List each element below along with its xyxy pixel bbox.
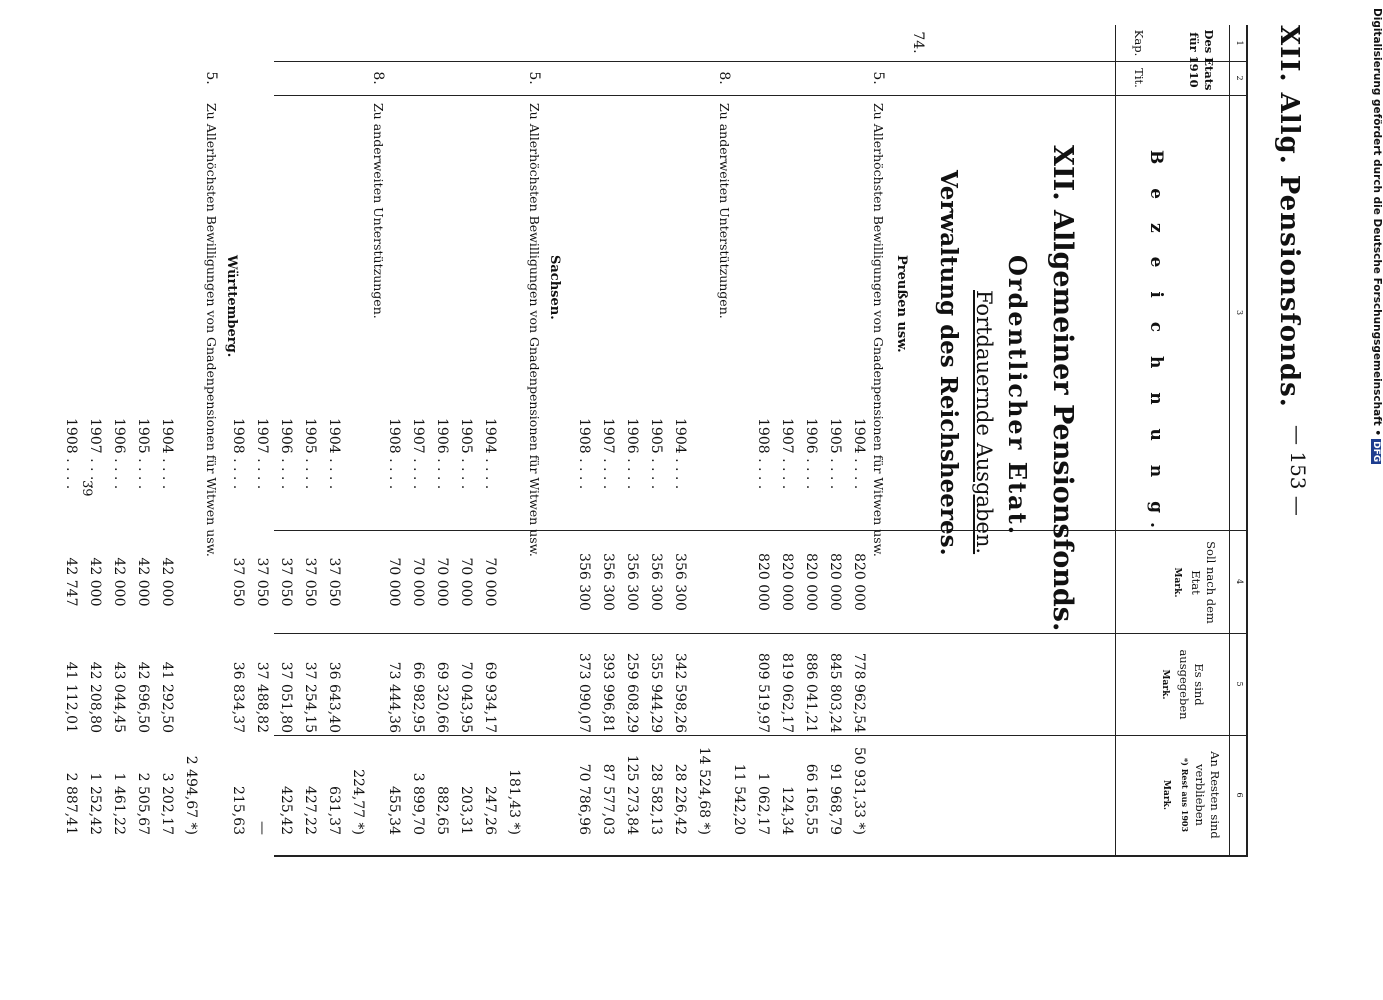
tit-number: 5.	[203, 71, 219, 85]
digitization-credit	[1371, 8, 1383, 463]
ausgegeben-value: 845 803,24	[827, 652, 843, 733]
credit-text: Digitalisierung gefördert durch die Deutsche Forschungsgemeinschaft •	[1371, 8, 1383, 437]
rest-value: —	[254, 821, 270, 835]
rest-value: 3 899,70	[410, 772, 426, 835]
ausgegeben-value: 393 996,81	[600, 652, 616, 733]
ausgegeben-label: Es sind ausgegeben	[1177, 649, 1206, 720]
ausgaben-title: Fortdauernde Ausgaben.	[972, 290, 996, 555]
tit-number: 5.	[870, 71, 886, 85]
table-row	[426, 25, 450, 955]
year-label: 1905 . . . .	[827, 418, 843, 490]
ausgegeben-value: 70 043,95	[458, 661, 474, 733]
ausgegeben-header	[1157, 637, 1206, 732]
soll-label: Soll nach dem Etat	[1189, 541, 1218, 624]
column-number-rule	[1229, 25, 1230, 855]
ausgegeben-value: 73 444,36	[386, 661, 402, 733]
year-label: 1905 . . . .	[302, 418, 318, 490]
reste-label: An Resten sind verblieben	[1193, 751, 1222, 839]
ausgegeben-value: 886 041,21	[803, 652, 819, 733]
ausgegeben-value: 37 488,82	[254, 661, 270, 733]
section-heading: Preußen usw.	[894, 255, 909, 353]
tit-number: 8.	[716, 71, 732, 85]
column-number: 4	[1235, 578, 1244, 585]
year-label: 1908 . . . .	[230, 418, 246, 490]
ausgegeben-value: 36 643,40	[326, 661, 342, 733]
table-row	[474, 25, 498, 955]
column-number: 3	[1235, 309, 1244, 316]
rest-value: 247,26	[482, 786, 498, 835]
column-number: 2	[1235, 75, 1244, 81]
table-row	[246, 25, 270, 955]
table-row	[342, 25, 366, 955]
tit-number: 5.	[526, 71, 542, 85]
table-row	[222, 25, 246, 955]
soll-value: 42 000	[87, 557, 103, 607]
ausgegeben-value: 259 608,29	[624, 652, 640, 733]
table-row	[498, 25, 522, 955]
soll-value: 820 000	[851, 553, 867, 611]
year-label: 1904 . . . .	[851, 418, 867, 490]
column-number: 6	[1235, 792, 1244, 798]
dfg-logo: DFG	[1371, 441, 1381, 463]
year-label: 1905 . . . .	[135, 418, 151, 490]
rest-value: 1 252,42	[87, 772, 103, 835]
ausgegeben-value: 37 254,15	[302, 661, 318, 733]
soll-value: 70 000	[434, 557, 450, 607]
soll-value: 356 300	[648, 553, 664, 611]
ausgegeben-value: 819 062,17	[779, 652, 795, 733]
rest-value: 455,34	[386, 786, 402, 835]
soll-value: 820 000	[803, 553, 819, 611]
rest-value: 28 582,13	[648, 763, 664, 835]
year-label: 1904 . . . .	[326, 418, 342, 490]
rest-value: 124,34	[779, 786, 795, 835]
table-top-rule	[1246, 25, 1248, 855]
year-label: 1908 . . . .	[755, 418, 771, 490]
ausgegeben-value: 809 519,97	[755, 652, 771, 733]
table-row	[55, 25, 79, 955]
ausgegeben-value: 37 051,80	[278, 661, 294, 733]
bezeichnung-header: B e z e i c h n u n g.	[1146, 150, 1166, 537]
year-label: 1908 . . . .	[63, 418, 79, 490]
soll-unit: Mark.	[1172, 567, 1182, 598]
year-label: 1906 . . . .	[111, 418, 127, 490]
soll-value: 42 000	[111, 557, 127, 607]
item-description: Zu Allerhöchsten Bewilligungen von Gnadenpensionen für Witwen usw.	[871, 103, 886, 557]
year-label: 1906 . . . .	[803, 418, 819, 490]
ausgegeben-value: 355 944,29	[648, 652, 664, 733]
soll-value: 356 300	[576, 553, 592, 611]
year-label: 1906 . . . .	[624, 418, 640, 490]
rest-value: 2 887,41	[63, 772, 79, 835]
soll-value: 70 000	[458, 557, 474, 607]
table-row	[771, 25, 795, 955]
soll-value: 37 050	[230, 557, 246, 607]
ausgegeben-unit: Mark.	[1160, 669, 1170, 700]
soll-value: 70 000	[482, 557, 498, 607]
running-header: XII. Allg. Pensionsfonds.	[1274, 25, 1304, 408]
year-label: 1907 . . . .	[410, 418, 426, 490]
rotated-ledger-sheet	[64, 25, 1314, 955]
reste-unit: Mark.	[1161, 780, 1171, 810]
rest-value: 203,31	[458, 786, 474, 835]
table-row	[640, 25, 664, 955]
ausgegeben-value: 36 834,37	[230, 661, 246, 733]
soll-value: 42 000	[159, 557, 175, 607]
ausgegeben-value: 69 320,66	[434, 661, 450, 733]
table-row	[747, 25, 771, 955]
item-description: Zu anderweiten Unterstützungen.	[371, 103, 386, 319]
year-label: 1908 . . . .	[386, 418, 402, 490]
soll-value: 37 050	[254, 557, 270, 607]
table-row	[688, 25, 712, 955]
table-row	[568, 25, 592, 955]
year-label: 1908 . . . .	[576, 418, 592, 490]
table-row	[151, 25, 175, 955]
table-row	[616, 25, 640, 955]
table-row	[270, 25, 294, 955]
ausgegeben-value: 42 696,50	[135, 661, 151, 733]
ausgegeben-value: 342 598,26	[672, 652, 688, 733]
column-number: 5	[1235, 681, 1244, 687]
item-description: Zu Allerhöchsten Bewilligungen von Gnadenpensionen für Witwen usw.	[204, 103, 219, 557]
ausgegeben-value: 41 112,01	[63, 661, 79, 733]
rest-value: 3 202,17	[159, 772, 175, 835]
table-row	[592, 25, 616, 955]
rest-value: 2 505,67	[135, 772, 151, 835]
table-row	[819, 25, 843, 955]
soll-value: 42 747	[63, 557, 79, 607]
soll-value: 70 000	[386, 557, 402, 607]
year-label: 1906 . . . .	[434, 418, 450, 490]
kap-header: Kap.	[1132, 29, 1146, 57]
verwaltung-title: Verwaltung des Reichsheeres.	[935, 170, 962, 556]
year-label: 1904 . . . .	[159, 418, 175, 490]
item-description: Zu Allerhöchsten Bewilligungen von Gnadenpensionen für Witwen usw.	[527, 103, 542, 557]
soll-value: 356 300	[624, 553, 640, 611]
table-row	[843, 25, 867, 955]
rest-value: 14 524,68 *)	[696, 746, 712, 835]
soll-header	[1169, 535, 1218, 630]
ausgegeben-value: 43 044,45	[111, 661, 127, 733]
table-row	[127, 25, 151, 955]
ausgegeben-value: 66 982,95	[410, 661, 426, 733]
year-label: 1906 . . . .	[278, 418, 294, 490]
reste-note: *) Rest aus 1903	[1180, 757, 1190, 833]
tit-number: 8.	[370, 71, 386, 85]
item-description: Zu anderweiten Unterstützungen.	[717, 103, 732, 319]
ausgegeben-value: 778 962,54	[851, 652, 867, 733]
rest-value: 87 577,03	[600, 763, 616, 835]
rest-value: 631,37	[326, 786, 342, 835]
rest-value: 70 786,96	[576, 763, 592, 835]
column-number: 1	[1235, 40, 1244, 46]
kap-row	[902, 25, 926, 955]
section-heading: Sachsen.	[547, 255, 562, 320]
ausgegeben-value: 42 208,80	[87, 661, 103, 733]
table-row	[175, 25, 199, 955]
year-label: 1904 . . . .	[672, 418, 688, 490]
rest-value: 50 931,33 *)	[851, 746, 867, 835]
fund-title: XII. Allgemeiner Pensionsfonds.	[1047, 145, 1078, 632]
rest-value: 91 968,79	[827, 763, 843, 835]
year-label: 1907 . . . .	[600, 418, 616, 490]
section-heading: Württemberg.	[224, 255, 239, 358]
rest-value: 28 226,42	[672, 763, 688, 835]
table-row	[294, 25, 318, 955]
page-header-number: — 153 —	[1286, 425, 1310, 516]
rest-value: 425,42	[278, 786, 294, 835]
table-row	[103, 25, 127, 955]
soll-value: 356 300	[672, 553, 688, 611]
rest-value: 215,63	[230, 786, 246, 835]
rest-value: 1 062,17	[755, 772, 771, 835]
rest-value: 1 461,22	[111, 772, 127, 835]
etat-title: Ordentlicher Etat.	[1003, 255, 1032, 537]
ausgegeben-value: 69 934,17	[482, 661, 498, 733]
soll-value: 37 050	[326, 557, 342, 607]
year-label: 1907 . . . .	[779, 418, 795, 490]
ausgegeben-value: 41 292,50	[159, 661, 175, 733]
table-row	[664, 25, 688, 955]
soll-value: 37 050	[278, 557, 294, 607]
soll-value: 42 000	[135, 557, 151, 607]
etats-header: Des Etats für 1910	[1187, 29, 1216, 91]
rest-value: 125 273,84	[624, 754, 640, 835]
rest-value: 427,22	[302, 786, 318, 835]
soll-value: 37 050	[302, 557, 318, 607]
rest-value: 882,65	[434, 786, 450, 835]
year-label: 1907 . . . .	[87, 418, 103, 490]
rest-value: 66 165,55	[803, 763, 819, 835]
table-row	[318, 25, 342, 955]
soll-value: 356 300	[600, 553, 616, 611]
table-row	[795, 25, 819, 955]
table-row	[402, 25, 426, 955]
rest-value: 11 542,20	[731, 763, 747, 835]
year-label: 1905 . . . .	[458, 418, 474, 490]
soll-value: 820 000	[779, 553, 795, 611]
header-bottom-rule	[1115, 25, 1116, 855]
kap-number: 74.	[910, 31, 926, 54]
reste-header	[1158, 737, 1222, 853]
table-row	[450, 25, 474, 955]
ausgegeben-value: 373 090,07	[576, 652, 592, 733]
soll-value: 70 000	[410, 557, 426, 607]
year-label: 1907 . . . .	[254, 418, 270, 490]
year-label: 1905 . . . .	[648, 418, 664, 490]
soll-value: 820 000	[827, 553, 843, 611]
rest-value: 224,77 *)	[350, 769, 366, 835]
tit-header: Tit.	[1132, 68, 1146, 88]
page-number: 39	[79, 480, 94, 497]
rest-value: 181,43 *)	[506, 769, 522, 835]
soll-value: 820 000	[755, 553, 771, 611]
rest-value: 2 494,67 *)	[183, 755, 199, 835]
year-label: 1904 . . . .	[482, 418, 498, 490]
